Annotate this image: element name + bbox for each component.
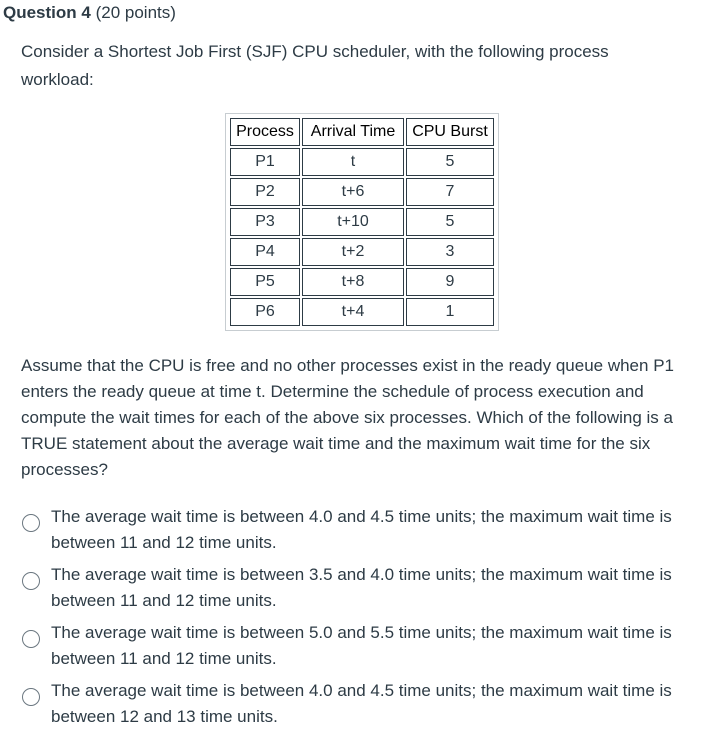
answer-option-3[interactable]: [22, 620, 702, 674]
table-header-row: [230, 118, 494, 146]
answer-option-label[interactable]: The average wait time is between 4.0 and 4.5 time units; the maximum wait time is between 11 and 12 time units.: [51, 507, 672, 552]
question-prompt: Assume that the CPU is free and no other processes exist in the ready queue when P1 enters the ready queue at time t. Determine the schedule of process execution and compute the wait times for each of the above six processes. Which of the following is a TRUE statement about the average wait time and the maximum wait time for the six processes?: [21, 356, 674, 479]
question-title: Question 4: [3, 3, 91, 22]
answer-option-label[interactable]: The average wait time is between 3.5 and 4.0 time units; the maximum wait time is between 11 and 12 time units.: [51, 565, 672, 610]
cell-process: P3: [230, 208, 300, 236]
cell-arrival-time: t+10: [302, 208, 404, 236]
cell-cpu-burst: 1: [406, 298, 494, 326]
table-row: [230, 268, 494, 296]
cell-process: P5: [230, 268, 300, 296]
header-arrival-time: Arrival Time: [302, 118, 404, 146]
header-cpu-burst: CPU Burst: [406, 118, 494, 146]
radio-button[interactable]: [22, 630, 40, 648]
cell-process: P4: [230, 238, 300, 266]
radio-button[interactable]: [22, 572, 40, 590]
cell-cpu-burst: 5: [406, 148, 494, 176]
table-row: [230, 238, 494, 266]
cell-process: P2: [230, 178, 300, 206]
table-row: [230, 208, 494, 236]
cell-arrival-time: t+2: [302, 238, 404, 266]
radio-button[interactable]: [22, 514, 40, 532]
answer-option-1[interactable]: [22, 504, 702, 558]
cell-cpu-burst: 5: [406, 208, 494, 236]
cell-arrival-time: t: [302, 148, 404, 176]
answer-option-4[interactable]: [22, 678, 702, 732]
table-row: [230, 298, 494, 326]
process-table-container: [225, 113, 499, 331]
process-table: [228, 116, 496, 328]
cell-cpu-burst: 9: [406, 268, 494, 296]
cell-cpu-burst: 7: [406, 178, 494, 206]
table-row: [230, 148, 494, 176]
table-row: [230, 178, 494, 206]
answer-option-label[interactable]: The average wait time is between 5.0 and 5.5 time units; the maximum wait time is between 11 and 12 time units.: [51, 623, 672, 668]
cell-arrival-time: t+8: [302, 268, 404, 296]
header-process: Process: [230, 118, 300, 146]
cell-process: P1: [230, 148, 300, 176]
cell-cpu-burst: 3: [406, 238, 494, 266]
question-header: [3, 3, 176, 23]
question-points: (20 points): [95, 3, 176, 22]
answer-option-2[interactable]: [22, 562, 702, 616]
cell-arrival-time: t+6: [302, 178, 404, 206]
answer-option-label[interactable]: The average wait time is between 4.0 and 4.5 time units; the maximum wait time is between 12 and 13 time units.: [51, 681, 672, 726]
cell-arrival-time: t+4: [302, 298, 404, 326]
radio-button[interactable]: [22, 688, 40, 706]
question-intro: Consider a Shortest Job First (SJF) CPU scheduler, with the following process workload:: [21, 42, 609, 89]
cell-process: P6: [230, 298, 300, 326]
